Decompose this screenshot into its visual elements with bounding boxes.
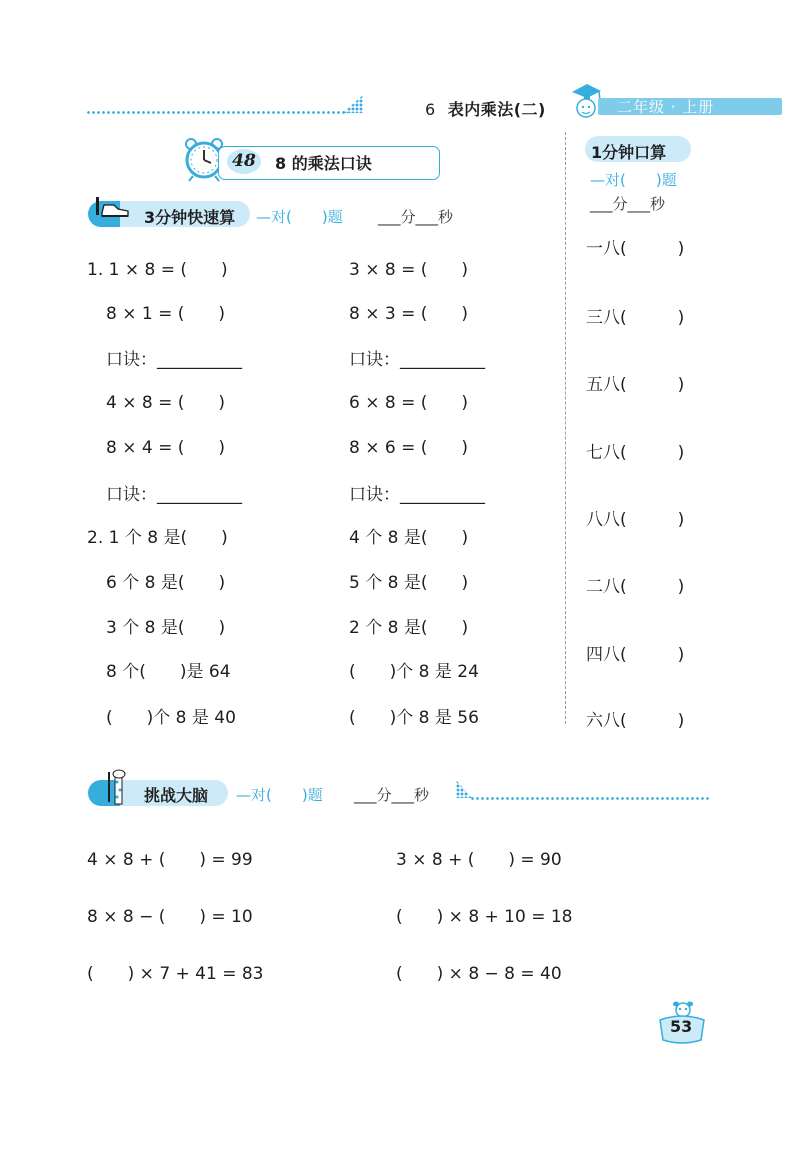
chapter-heading	[425, 97, 546, 120]
challenge-row1-right: 3 × 8 + ( ) = 90	[396, 850, 562, 870]
sidebar-item-6: 二八( )	[586, 577, 685, 597]
q1-row4-right: 8 × 6 = ( )	[349, 438, 468, 458]
q1-mnemonic2-right: 口诀：__________	[349, 485, 485, 505]
sidebar-item-8: 六八( )	[586, 711, 685, 731]
sidebar-divider	[565, 132, 566, 724]
section2-time: ___分___秒	[354, 786, 430, 804]
section1-time: ___分___秒	[378, 208, 454, 226]
q1-row2-right: 8 × 3 = ( )	[349, 304, 468, 324]
challenge-row1-left: 4 × 8 + ( ) = 99	[87, 850, 253, 870]
chapter-number: 6	[425, 100, 436, 119]
q2-row4-right: ( )个 8 是 24	[349, 662, 479, 682]
sidebar-time: ___分___秒	[590, 195, 666, 213]
q1-mnemonic1-left: 口诀：__________	[106, 350, 242, 370]
challenge-row3-right: ( ) × 8 − 8 = 40	[396, 964, 562, 984]
q2-row1-left: 2. 1 个 8 是( )	[87, 528, 228, 548]
challenge-row2-right: ( ) × 8 + 10 = 18	[396, 907, 573, 927]
header-dotted-rule	[86, 111, 348, 114]
shoe-icon	[92, 193, 132, 225]
q1-mnemonic2-left: 口诀：__________	[106, 485, 242, 505]
q2-row2-right: 5 个 8 是( )	[349, 573, 469, 593]
q1-row2-left: 8 × 1 = ( )	[106, 304, 225, 324]
q1-row3-left: 4 × 8 = ( )	[106, 393, 225, 413]
section1-correct-count: —对( )题	[256, 208, 343, 226]
q2-row3-right: 2 个 8 是( )	[349, 618, 469, 638]
q1-row4-left: 8 × 4 = ( )	[106, 438, 225, 458]
sidebar-correct-count: —对( )题	[590, 171, 677, 189]
q2-row4-left: 8 个( )是 64	[106, 662, 231, 682]
sidebar-item-4: 七八( )	[586, 443, 685, 463]
q1-row1-right: 3 × 8 = ( )	[349, 260, 468, 280]
q1-mnemonic1-right: 口诀：__________	[349, 350, 485, 370]
giraffe-icon	[104, 768, 134, 808]
challenge-row2-left: 8 × 8 − ( ) = 10	[87, 907, 253, 927]
q2-row2-left: 6 个 8 是( )	[106, 573, 226, 593]
section2-dot-cluster	[456, 780, 472, 798]
sidebar-item-7: 四八( )	[586, 645, 685, 665]
lesson-number: 48	[227, 149, 261, 174]
sidebar-item-2: 三八( )	[586, 308, 685, 328]
section2-title: 挑战大脑	[144, 786, 209, 805]
header-dot-cluster	[343, 95, 363, 113]
section2-dotted-rule	[470, 797, 710, 800]
sidebar-item-5: 八八( )	[586, 510, 685, 530]
q2-row5-right: ( )个 8 是 56	[349, 708, 479, 728]
sidebar-item-1: 一八( )	[586, 239, 685, 259]
q2-row1-right: 4 个 8 是( )	[349, 528, 469, 548]
section1-title: 3分钟快速算	[144, 208, 236, 227]
q2-row3-left: 3 个 8 是( )	[106, 618, 226, 638]
lesson-title: 8 的乘法口诀	[275, 154, 372, 173]
sidebar-item-3: 五八( )	[586, 375, 685, 395]
q2-row5-left: ( )个 8 是 40	[106, 708, 236, 728]
grade-label: 二年级 · 上册	[617, 98, 715, 116]
q1-row3-right: 6 × 8 = ( )	[349, 393, 468, 413]
challenge-row3-left: ( ) × 7 + 41 = 83	[87, 964, 264, 984]
q1-row1-left: 1. 1 × 8 = ( )	[87, 260, 228, 280]
section2-correct-count: —对( )题	[236, 786, 323, 804]
page-number: 53	[670, 1017, 693, 1036]
chapter-title: 表内乘法(二)	[447, 100, 546, 119]
sidebar-title: 1分钟口算	[591, 143, 667, 162]
